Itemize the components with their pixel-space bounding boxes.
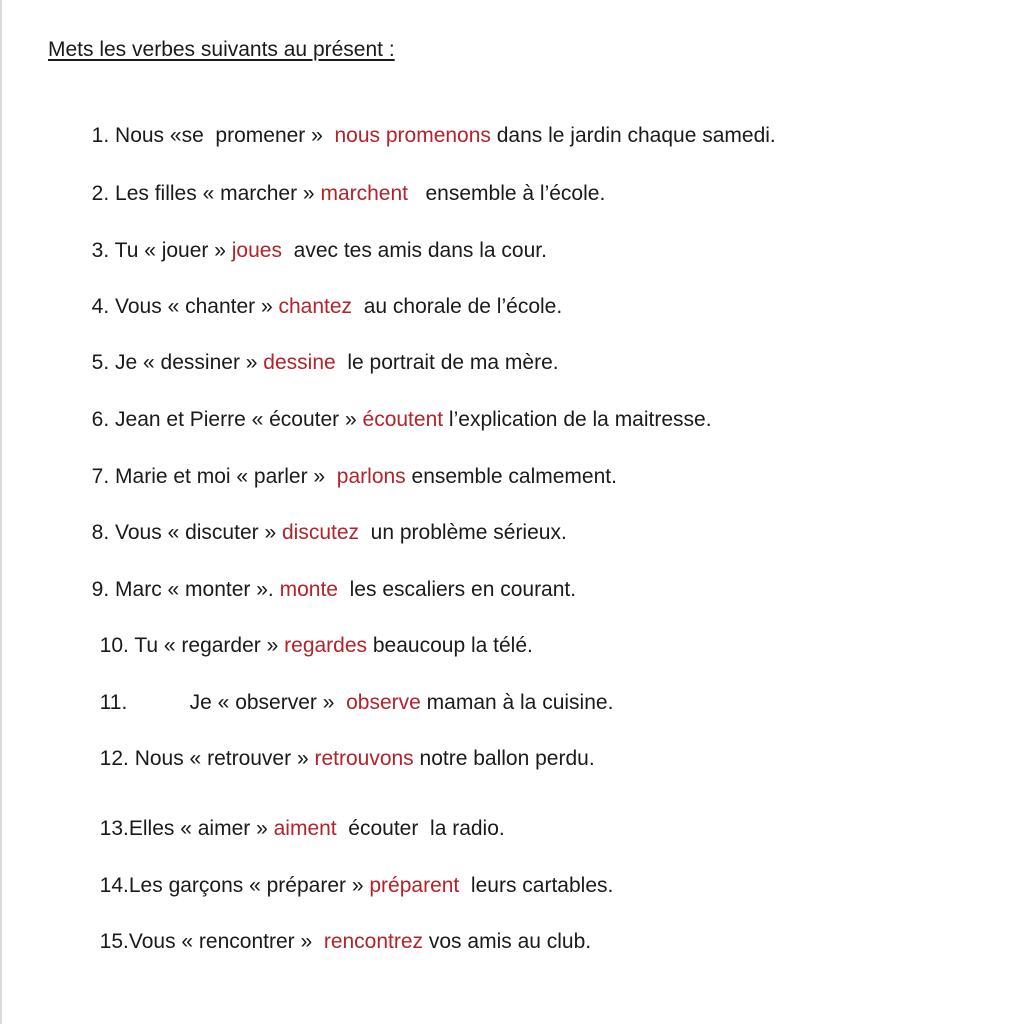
exercise-item-5 — [80, 321, 559, 377]
exercise-item-3 — [80, 209, 547, 265]
item-rest: avec tes amis dans la cour. — [281, 239, 547, 262]
item-rest: un problème sérieux. — [359, 521, 567, 544]
item-number: 12. — [99, 747, 135, 770]
item-rest: ensemble à l’école. — [408, 182, 606, 205]
item-answer: monte — [279, 578, 338, 601]
exercise-item-13 — [88, 787, 505, 843]
item-rest: dans le jardin chaque samedi. — [490, 124, 776, 147]
item-rest: notre ballon perdu. — [413, 747, 595, 770]
item-number: 13. — [99, 817, 129, 840]
exercise-item-15 — [88, 900, 591, 956]
item-prompt: Les garçons « préparer » — [128, 874, 370, 897]
item-rest: beaucoup la télé. — [367, 634, 533, 657]
item-prompt: Je « dessiner » — [115, 351, 264, 374]
item-rest: les escaliers en courant. — [337, 578, 577, 601]
item-number: 4. — [91, 295, 116, 318]
item-number: 9. — [91, 578, 116, 601]
item-rest: le portrait de ma mère. — [335, 351, 559, 374]
item-answer: aiment — [273, 817, 337, 840]
item-rest: ensemble calmement. — [405, 465, 617, 488]
item-rest: écouter la radio. — [336, 817, 505, 840]
item-answer: discutez — [281, 521, 360, 544]
exercise-item-7 — [80, 435, 617, 491]
item-number: 15. — [99, 930, 129, 953]
item-answer: rencontrez — [323, 930, 424, 953]
item-number: 5. — [91, 351, 116, 374]
item-prompt: Nous « retrouver » — [134, 747, 315, 770]
item-number: 14. — [99, 874, 129, 897]
exercise-item-6 — [80, 378, 712, 434]
exercise-item-2 — [80, 152, 605, 208]
exercise-item-12 — [88, 717, 595, 773]
item-answer: parlons — [336, 465, 406, 488]
exercise-item-9 — [80, 548, 576, 604]
exercise-title: Mets les verbes suivants au présent : — [48, 38, 395, 61]
exercise-item-10 — [88, 604, 533, 660]
exercise-item-8 — [80, 491, 567, 547]
item-number: 6. — [91, 408, 116, 431]
item-rest: leurs cartables. — [459, 874, 614, 897]
item-answer: joues — [231, 239, 282, 262]
item-number: 3. — [91, 239, 115, 262]
item-answer: nous promenons — [334, 124, 491, 147]
item-number: 11. — [99, 691, 128, 714]
item-number: 10. — [99, 634, 135, 657]
item-prompt: Vous « chanter » — [115, 295, 279, 318]
item-number: 2. — [91, 182, 116, 205]
item-number: 7. — [91, 465, 116, 488]
exercise-item-11 — [88, 661, 613, 717]
item-prompt: Vous « rencontrer » — [128, 930, 324, 953]
item-prompt: Jean et Pierre « écouter » — [115, 408, 363, 431]
item-answer: écoutent — [362, 408, 444, 431]
item-prompt: Tu « jouer » — [114, 239, 232, 262]
item-prompt: Je « observer » — [189, 691, 347, 714]
item-answer: regardes — [284, 634, 368, 657]
item-prompt: Marie et moi « parler » — [115, 465, 337, 488]
item-prompt: Elles « aimer » — [128, 817, 274, 840]
item-answer: dessine — [263, 351, 336, 374]
item-rest: maman à la cuisine. — [420, 691, 614, 714]
item-answer: observe — [346, 691, 421, 714]
item-answer: chantez — [278, 295, 353, 318]
page-left-edge — [0, 0, 2, 1024]
item-answer: préparent — [369, 874, 460, 897]
item-prompt: Nous «se promener » — [115, 124, 335, 147]
item-prompt: Vous « discuter » — [115, 521, 282, 544]
item-answer: retrouvons — [314, 747, 414, 770]
item-prompt: Marc « monter ». — [115, 578, 280, 601]
item-number: 8. — [91, 521, 116, 544]
exercise-item-1 — [80, 94, 776, 150]
item-rest: vos amis au club. — [423, 930, 592, 953]
exercise-item-4 — [80, 265, 562, 321]
item-prompt: Les filles « marcher » — [115, 182, 321, 205]
item-prompt: Tu « regarder » — [134, 634, 285, 657]
item-rest: l’explication de la maitresse. — [443, 408, 712, 431]
item-answer: marchent — [320, 182, 408, 205]
item-number: 1. — [91, 124, 116, 147]
exercise-item-14 — [88, 844, 613, 900]
item-rest: au chorale de l’école. — [352, 295, 563, 318]
